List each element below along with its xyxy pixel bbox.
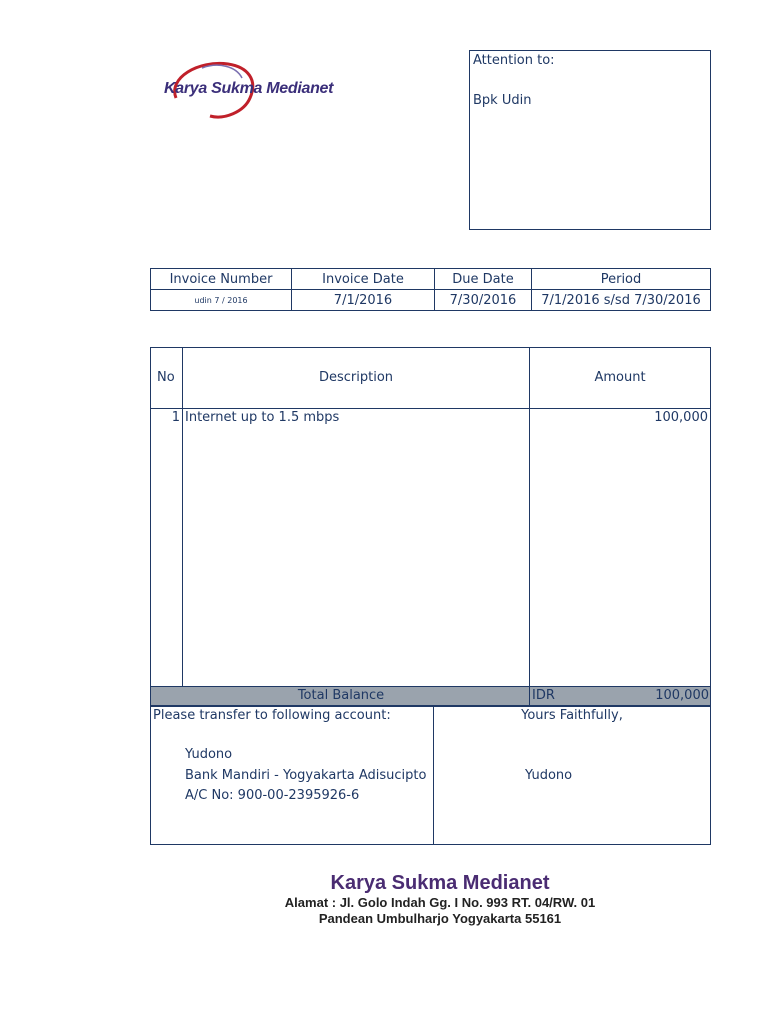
invoice-date-value: 7/1/2016: [292, 290, 435, 311]
footer-company: Karya Sukma Medianet: [330, 872, 550, 894]
total-amount: 100,000: [655, 688, 709, 703]
header-period: Period: [532, 269, 711, 290]
company-logo: [158, 58, 334, 122]
invoice-number-value: udin 7 / 2016: [151, 290, 292, 311]
footer-address-line2: Pandean Umbulharjo Yogyakarta 55161: [318, 911, 562, 926]
account-number: A/C No: 900-00-2395926-6: [185, 788, 360, 803]
meta-value-row: [151, 290, 711, 311]
row-no: 1: [171, 410, 180, 425]
attention-box: [469, 50, 711, 230]
total-currency: IDR: [532, 688, 555, 703]
col-header-amount: Amount: [594, 370, 646, 385]
transfer-intro: Please transfer to following account:: [153, 708, 391, 723]
header-due-date: Due Date: [435, 269, 532, 290]
meta-header-row: [151, 269, 711, 290]
closing-text: Yours Faithfully,: [521, 708, 623, 723]
total-balance-bar: [150, 686, 711, 706]
logo-text: Karya Sukma Medianet: [164, 80, 334, 97]
payment-section: [150, 705, 711, 845]
footer-address-line1: Alamat : Jl. Golo Indah Gg. I No. 993 RT. 04/RW. 01: [284, 895, 596, 910]
signer-name: Yudono: [525, 768, 573, 783]
col-divider: [433, 706, 434, 844]
col-divider: [182, 348, 183, 706]
col-header-no: No: [157, 370, 175, 385]
invoice-meta-table: [150, 268, 711, 311]
attention-name: Bpk Udin: [473, 93, 532, 108]
col-header-description: Description: [318, 370, 394, 385]
col-divider: [529, 348, 530, 706]
total-label: Total Balance: [297, 688, 385, 703]
items-table: [150, 347, 711, 707]
bank-name: Bank Mandiri - Yogyakarta Adisucipto: [185, 768, 427, 783]
footer: [270, 872, 610, 942]
attention-label: Attention to:: [473, 53, 555, 68]
row-description: Internet up to 1.5 mbps: [185, 410, 340, 425]
header-invoice-number: Invoice Number: [151, 269, 292, 290]
col-divider: [529, 687, 530, 705]
header-invoice-date: Invoice Date: [292, 269, 435, 290]
due-date-value: 7/30/2016: [435, 290, 532, 311]
row-amount: 100,000: [654, 410, 708, 425]
header-divider: [151, 408, 710, 409]
period-value: 7/1/2016 s/sd 7/30/2016: [532, 290, 711, 311]
account-holder: Yudono: [185, 747, 233, 762]
